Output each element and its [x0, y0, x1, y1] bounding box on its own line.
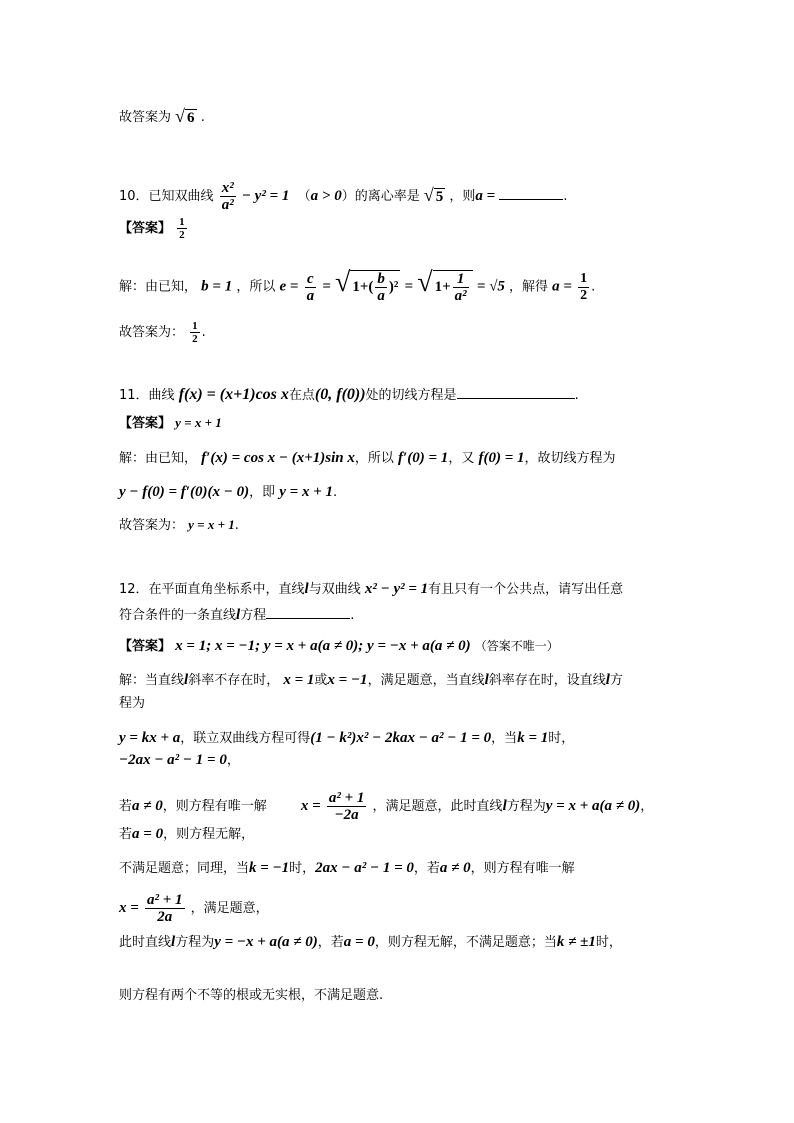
final-answer-10: 故答案为： $\frac{1}{2}$ .	[119, 320, 206, 345]
answer-12: 【答案】 x = 1; x = −1; y = x + a(a ≠ 0); y = −x + a(a ≠ 0) （答案不唯一）	[119, 638, 559, 654]
question-12-line-2: 符合条件的一条直线l方程 .	[119, 604, 354, 626]
sqrt-expression: √ 6	[175, 106, 195, 126]
fraction: $\frac{\text{a² + 1}}{-2a}$	[328, 790, 365, 823]
fraction: $\frac{1}{2}$	[580, 270, 588, 303]
solution-11-line-2: y − f(0) = f′(0)(x − 0)，即 y = x + 1.	[119, 484, 338, 500]
sqrt-expression: √ 5	[423, 185, 444, 205]
solution-12-line-9: 此时直线l方程为y = −x + a(a ≠ 0)，若a = 0，则方程无解，不满足题意；当k ≠ ±1时，	[119, 934, 622, 950]
final-answer-11: 故答案为： y = x + 1.	[119, 517, 239, 533]
fraction: $\frac{b}{a}$	[377, 271, 385, 304]
sqrt-expression: √ 1+ $\frac{1}{\text{a²}}$	[417, 270, 472, 304]
solution-12-line-10: 则方程有两个不等的根或无实根，不满足题意.	[119, 988, 384, 1003]
solution-12-line-1: 解：当直线l斜率不存在时， x = 1或x = −1，满足题意，当直线l斜率存在时，设直线l方	[119, 672, 623, 688]
answer-11: 【答案】 y = x + 1	[119, 415, 222, 431]
answer-blank	[457, 384, 575, 399]
question-12-line-1: 12．在平面直角坐标系中，直线l与双曲线 x² − y² = 1有且只有一个公共点，请写出任意	[119, 581, 624, 597]
answer-blank	[499, 185, 563, 200]
solution-12-line-8: x = $\frac{\text{a² + 1}}{2a}$ ，满足题意，	[119, 892, 269, 925]
solution-12-line-2: 程为	[119, 696, 146, 711]
solution-12-line-5: 若a ≠ 0，则方程有唯一解 x = $\frac{\text{a² + 1}}{-2a}$ ，满足题意，此时直线l方程为y = x + a(a ≠ 0)，	[119, 790, 654, 823]
fraction: $\frac{c}{a}$	[306, 270, 315, 304]
solution-12-line-6: 若a = 0，则方程无解，	[119, 826, 255, 842]
text: 故答案为	[119, 110, 172, 125]
solution-12-line-3: y = kx + a，联立双曲线方程可得(1 − k²)x² − 2kax − a² − 1 = 0，当k = 1时，	[119, 730, 575, 746]
fraction: $\frac{1}{2}$	[179, 216, 185, 241]
solution-12-line-4: −2ax − a² − 1 = 0，	[119, 752, 240, 768]
answer-10: 【答案】 $\frac{1}{2}$	[119, 216, 185, 241]
fraction: $\frac{\text{x²}}{\text{a²}}$	[221, 180, 234, 213]
fraction: $\frac{1}{2}$	[192, 320, 198, 345]
question-11: 11．曲线 f(x) = (x+1)cos x在点(0, f(0))处的切线方程是 .	[119, 386, 579, 403]
solution-11-line-1: 解：由已知， f′(x) = cos x − (x+1)sin x，所以 f′(0) = 1，又 f(0) = 1，故切线方程为	[119, 450, 616, 466]
solution-12-line-7: 不满足题意；同理，当k = −1时，2ax − a² − 1 = 0，若a ≠ 0，则方程有唯一解	[119, 860, 575, 876]
sqrt-expression: √ 1+( $\frac{b}{a}$ )²	[334, 266, 399, 304]
answer-blank	[266, 604, 350, 619]
question-10: 10．已知双曲线 $\frac{\text{x²}}{\text{a²}}$ − y² = 1 （a > 0）的离心率是 √ 5 ，则a = .	[119, 180, 568, 213]
solution-10: 解：由已知， b = 1 ，所以 e = $\frac{c}{a}$ = √ 1+( $\frac{b}{a}$ )² = √ 1+ $\frac{1}{\text{a²}}$ = √5 ，解得 a = $\frac{1}{2}$ .	[119, 266, 596, 304]
fraction: $\frac{1}{\text{a²}}$	[454, 271, 467, 304]
answer-line-9: 故答案为 √ 6 .	[119, 106, 205, 129]
fraction: $\frac{\text{a² + 1}}{2a}$	[146, 892, 183, 925]
